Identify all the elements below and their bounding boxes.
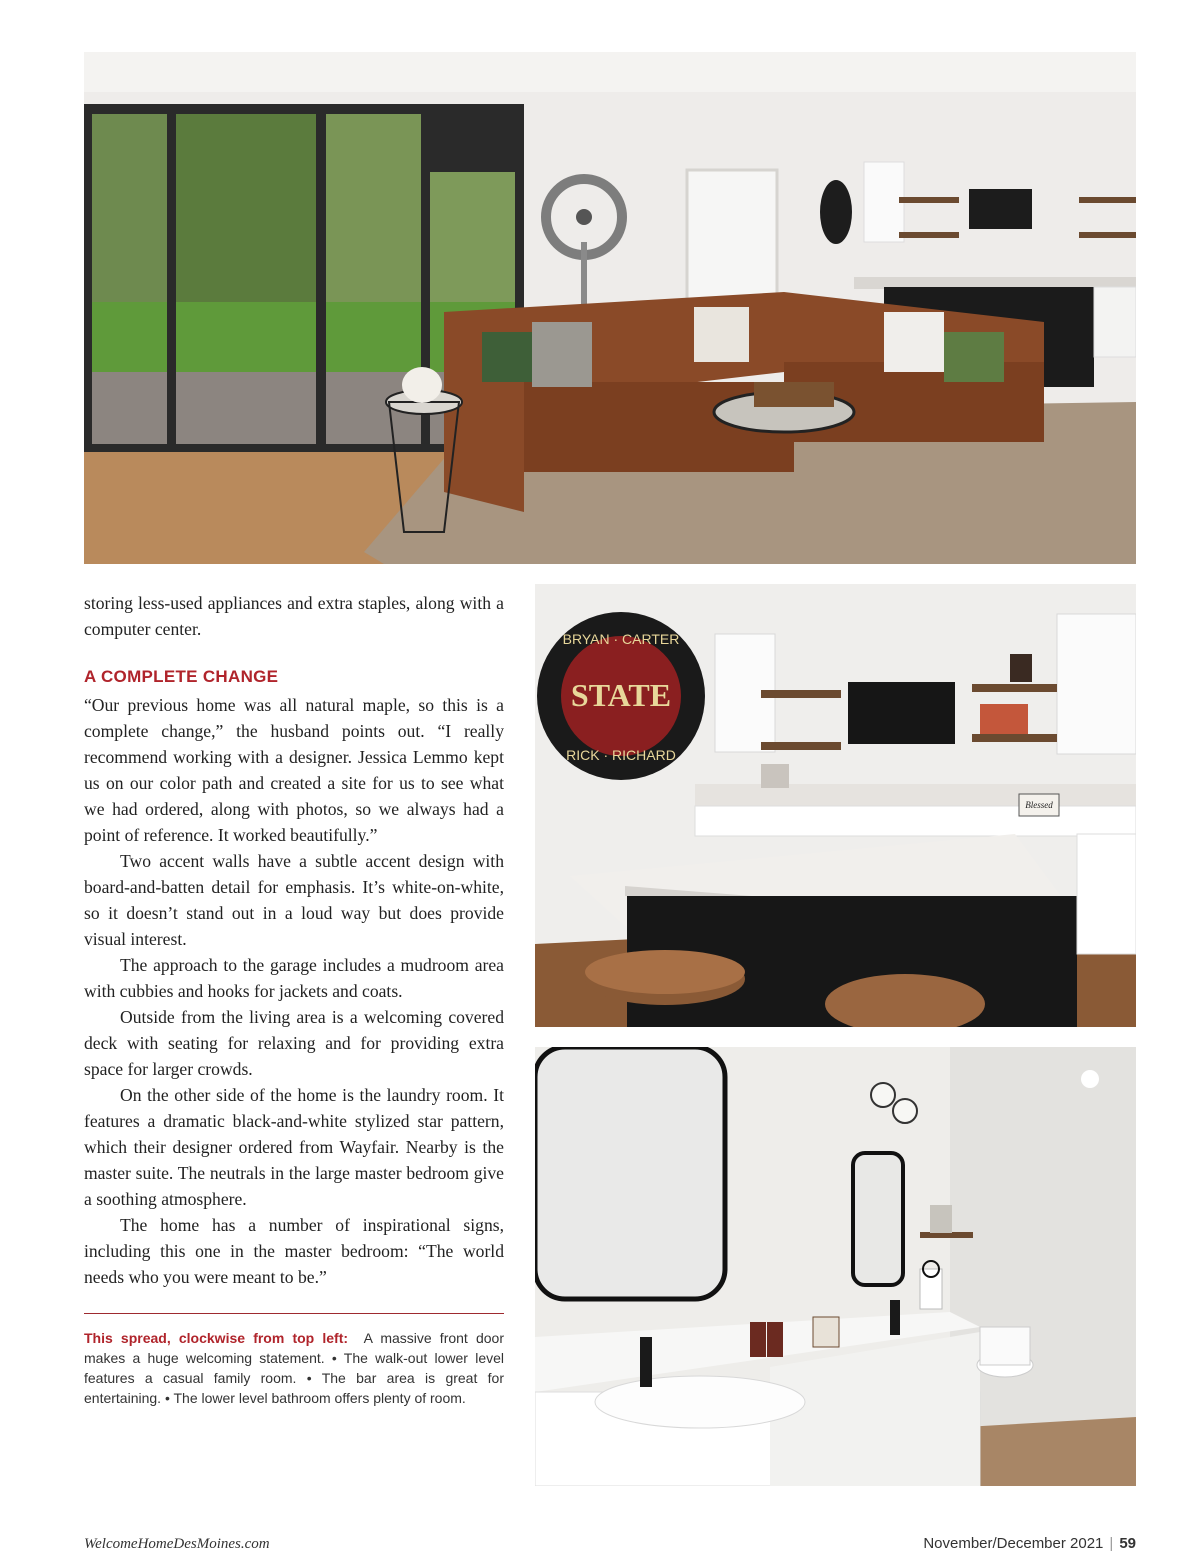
sign-bottom-text: RICK · RICHARD (566, 747, 676, 763)
sign-top-text: BRYAN · CARTER (562, 631, 680, 647)
footer-issue: November/December 2021 (923, 1535, 1104, 1552)
canister-label: Blessed (1025, 800, 1053, 810)
paragraph-7: The home has a number of inspirational signs, including this one in the master bedroom: “The world needs who you were meant to be.” (84, 1215, 504, 1287)
caption-lead: This spread, clockwise from top left: (84, 1330, 349, 1346)
article-body (84, 590, 504, 1290)
section-heading: A COMPLETE CHANGE (84, 667, 279, 686)
photo-caption (84, 1328, 504, 1408)
paragraph-1: storing less-used appliances and extra staples, along with a computer center. (84, 593, 504, 639)
paragraph-6: On the other side of the home is the laundry room. It features a dramatic black-and-white stylized star pattern, which their designer ordered from Wayfair. Nearby is the master suite. The neutrals in the large master bedroom give a soothing atmosphere. (84, 1085, 504, 1209)
footer-issue-page (923, 1535, 1136, 1552)
bar-area-photo (535, 584, 1136, 1027)
paragraph-3: Two accent walls have a subtle accent design with board-and-batten detail for emphasis. It’s white-on-white, so it doesn’t stand out in a loud way but does provide visual interest. (84, 851, 504, 949)
caption-divider (84, 1313, 504, 1314)
paragraph-2: “Our previous home was all natural maple, so this is a complete change,” the husband points out. “I really recommend working with a designer. Jessica Lemmo kept us on our color path and created a site for us to see what we had ordered, along with photos, so we always had a point of reference. It worked beautifully.” (84, 695, 504, 845)
footer-site: WelcomeHomeDesMoines.com (84, 1536, 270, 1552)
living-room-photo (84, 52, 1136, 564)
page-number: 59 (1119, 1535, 1136, 1552)
footer-separator: | (1109, 1535, 1114, 1552)
paragraph-5: Outside from the living area is a welcoming covered deck with seating for relaxing and for providing extra space for larger crowds. (84, 1007, 504, 1079)
bathroom-photo (535, 1047, 1136, 1486)
caption-text: A massive front door makes a huge welcoming statement. • The walk-out lower level features a casual family room. • The bar area is great for entertaining. • The lower level bathroom offers plenty of room. (84, 1330, 504, 1406)
paragraph-4: The approach to the garage includes a mudroom area with cubbies and hooks for jackets and coats. (84, 955, 504, 1001)
sign-mid-text: STATE (570, 677, 672, 713)
